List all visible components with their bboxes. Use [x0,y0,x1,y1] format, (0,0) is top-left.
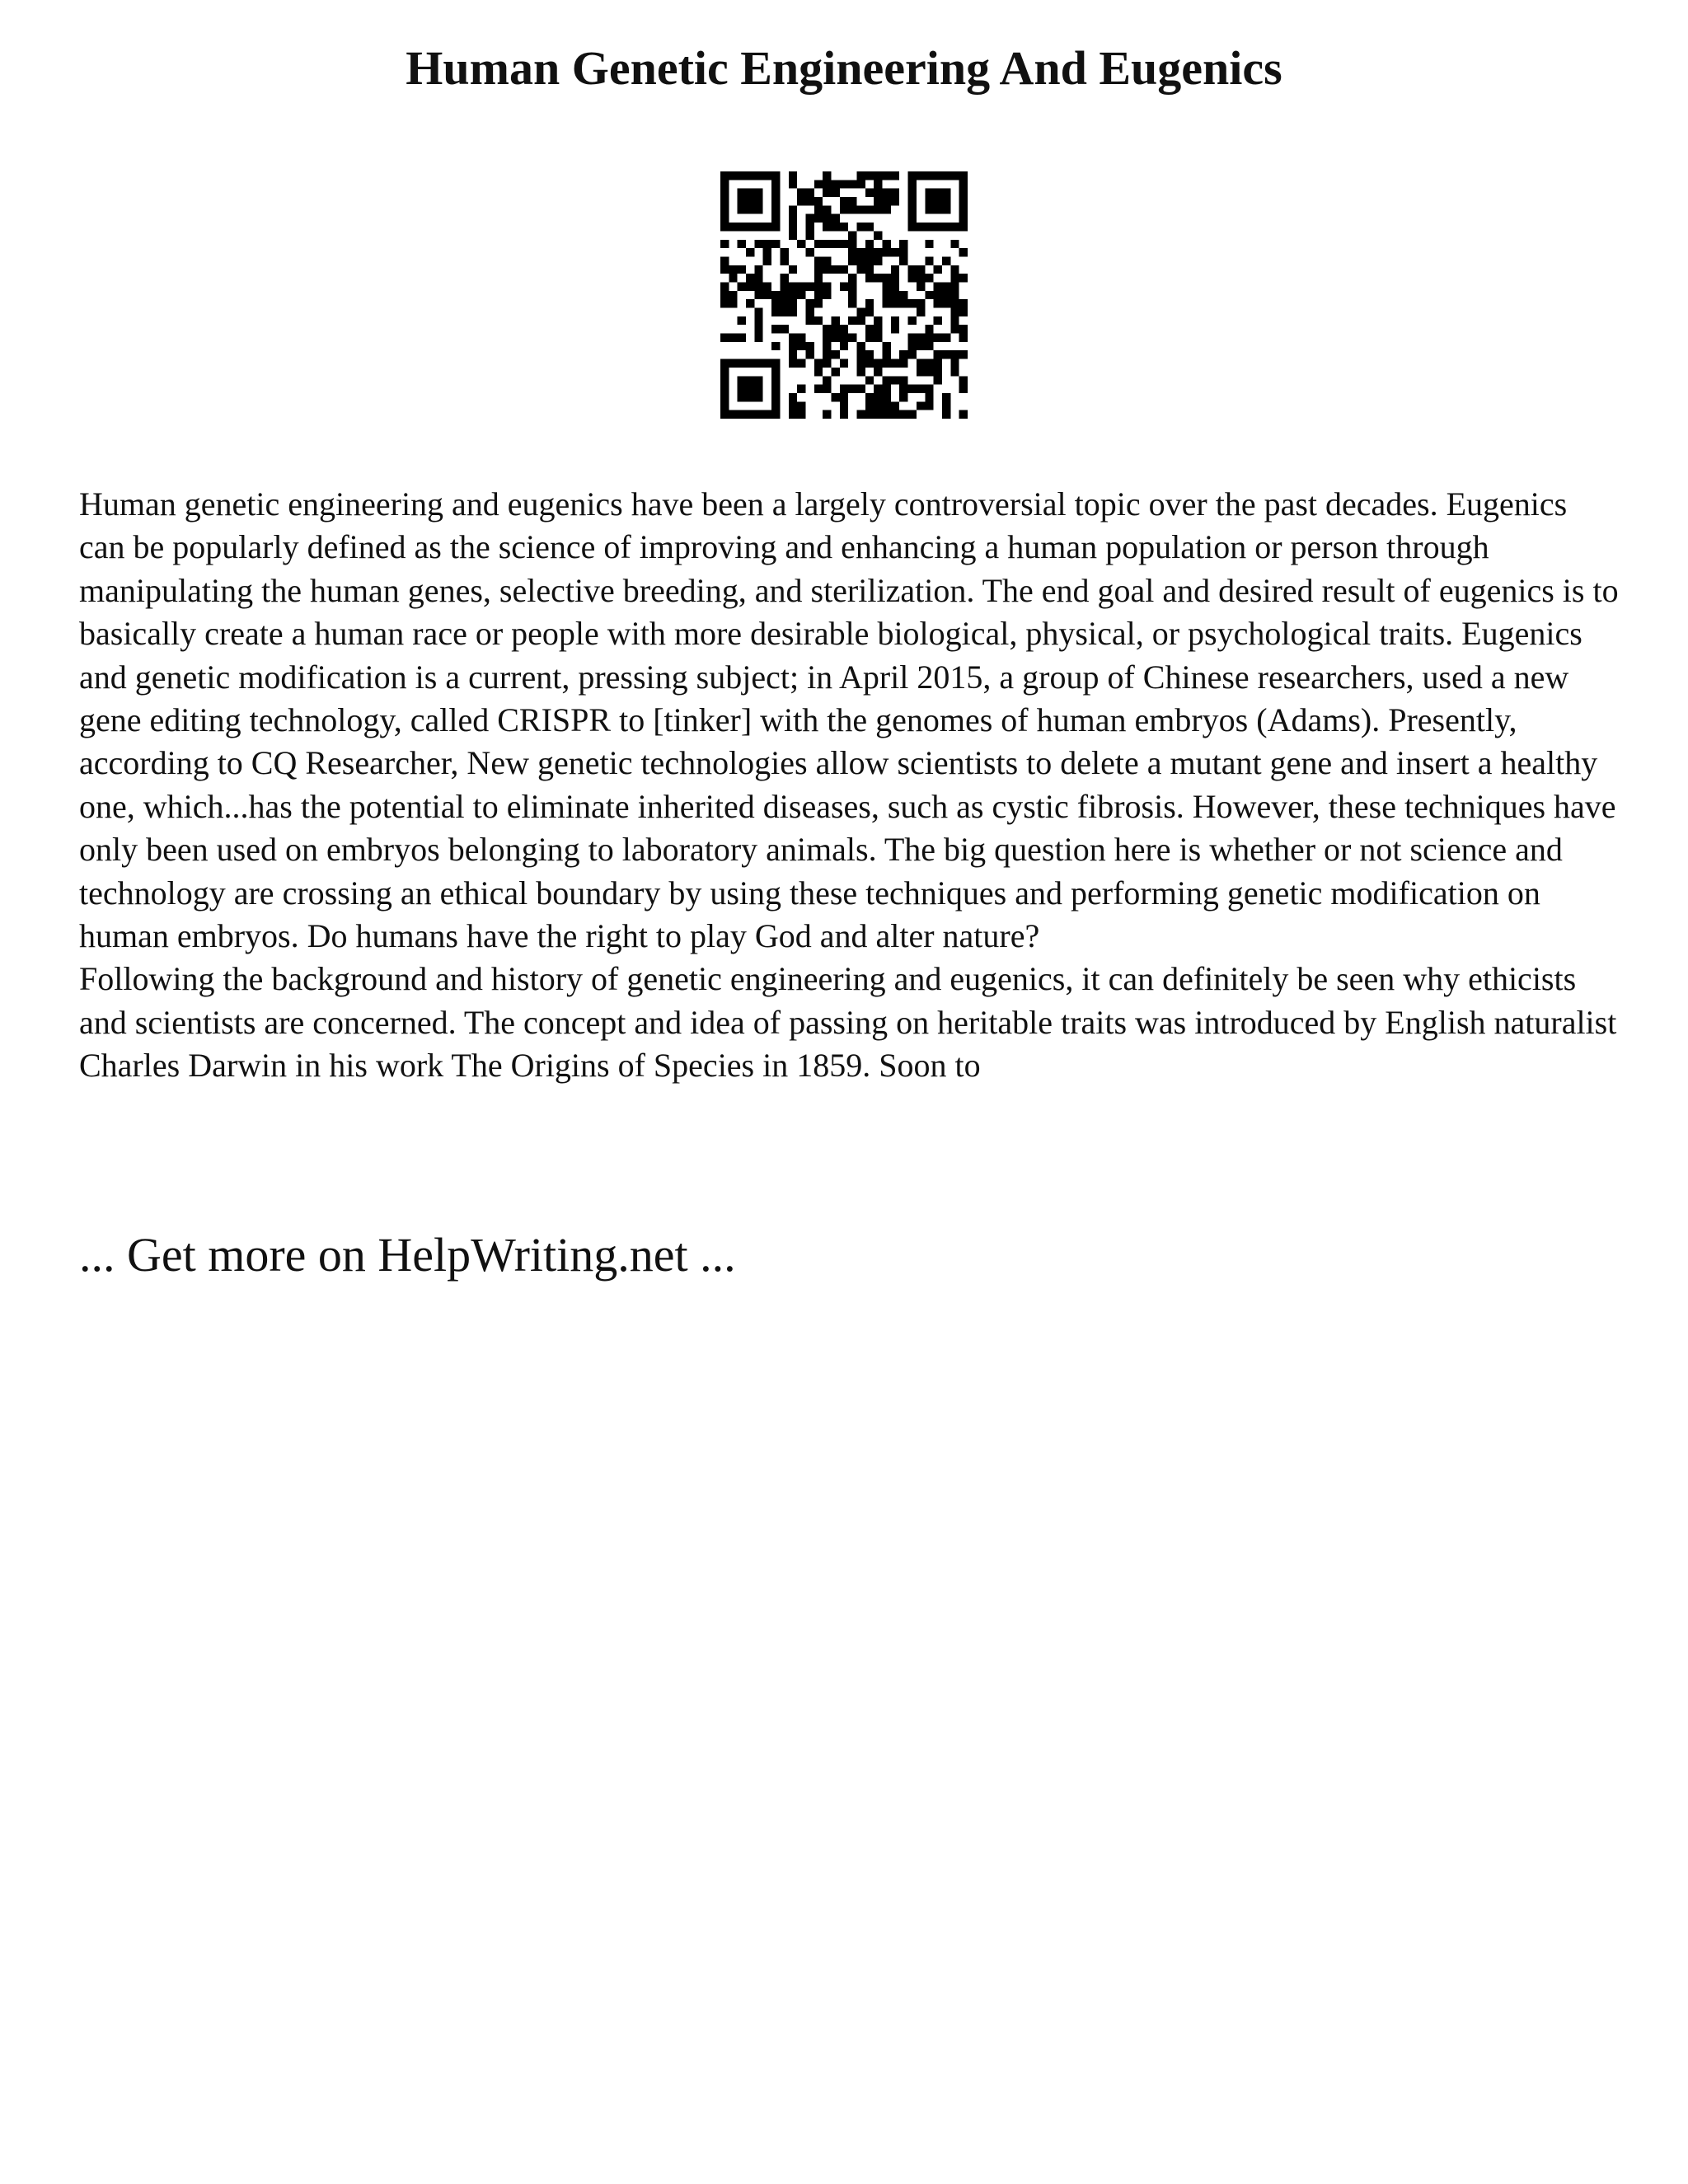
page-title: Human Genetic Engineering And Eugenics [406,41,1282,95]
body-text [79,483,1620,1088]
qr-code-icon [720,171,968,419]
paragraph: Human genetic engineering and eugenics have been a largely controversial topic over the past decades. Eugenics can be popularly defined as the science of improving and enhancing a human population or person through manipulating the human genes, selective breeding, and sterilization. The end goal and desired result of eugenics is to basically create a human race or people with more desirable biological, physical, or psychological traits. Eugenics and genetic modification is a current, pressing subject; in April 2015, a group of Chinese researchers, used a new gene editing technology, called CRISPR to [tinker] with the genomes of human embryos (Adams). Presently, according to CQ Researcher, New genetic technologies allow scientists to delete a mutant gene and insert a healthy one, which...has the potential to eliminate inherited diseases, such as cystic fibrosis. However, these techniques have only been used on embryos belonging to laboratory animals. The big question here is whether or not science and technology are crossing an ethical boundary by using these techniques and performing genetic modification on human embryos. Do humans have the right to play God and alter nature? [79,485,1619,955]
get-more-link[interactable]: ... Get more on HelpWriting.net ... [79,1228,736,1282]
paragraph: Following the background and history of genetic engineering and eugenics, it can definitely be seen why ethicists and scientists are concerned. The concept and idea of passing on heritable traits was introduced by English naturalist Charles Darwin in his work The Origins of Species in 1859. Soon to [79,960,1617,1085]
